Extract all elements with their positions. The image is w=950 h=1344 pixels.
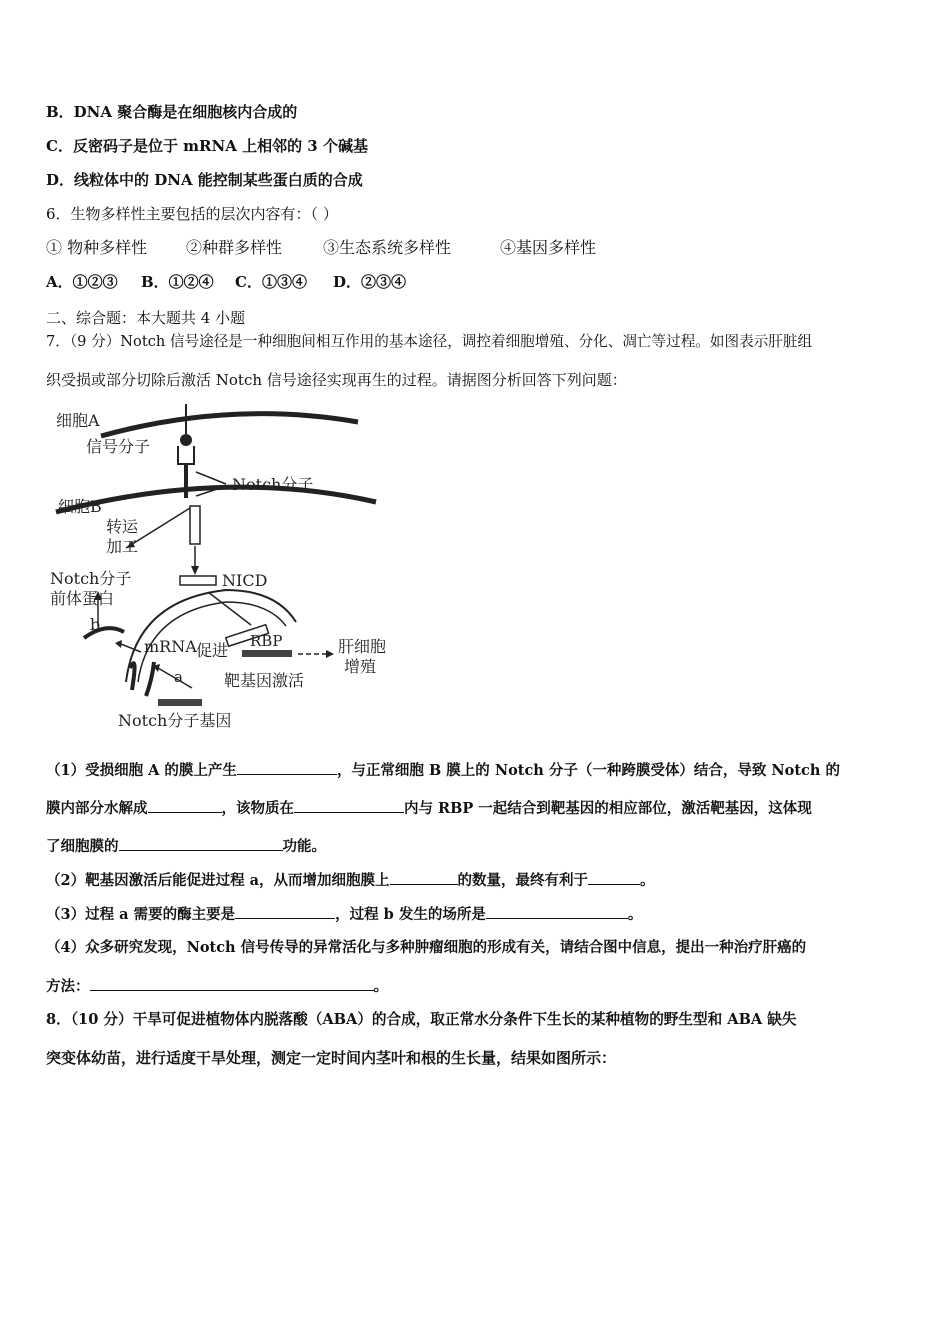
q7-text: 的数量，最终有利于 bbox=[457, 872, 589, 889]
q6-choices bbox=[46, 272, 406, 292]
answer-blank[interactable] bbox=[148, 798, 222, 813]
q6-choice: A．①②③ bbox=[46, 273, 118, 291]
label-precursor-1: Notch分子 bbox=[50, 569, 132, 588]
label-notch-gene: Notch分子基因 bbox=[118, 711, 232, 730]
section-heading: 二、综合题：本大题共 4 小题 bbox=[46, 309, 246, 327]
answer-blank[interactable] bbox=[237, 760, 337, 775]
option-d: D．线粒体中的 DNA 能控制某些蛋白质的合成 bbox=[46, 171, 363, 189]
label-nicd: NICD bbox=[222, 571, 268, 590]
q7-text: 。 bbox=[640, 872, 655, 889]
answer-blank[interactable] bbox=[486, 904, 628, 919]
q7-text: 。 bbox=[627, 906, 643, 923]
label-liver-2: 增殖 bbox=[344, 657, 377, 676]
notch-pathway-diagram bbox=[46, 400, 406, 740]
q7-text: ，该物质在 bbox=[221, 800, 294, 817]
q7-part4-line1: （4）众多研究发现，Notch 信号传导的异常活化与多种肿瘤细胞的形成有关，请结合图中信息，提出一种治疗肝癌的 bbox=[46, 939, 807, 956]
label-precursor-2: 前体蛋白 bbox=[50, 589, 115, 608]
q7-text: （1）受损细胞 A 的膜上产生 bbox=[46, 762, 237, 779]
option-b: B．DNA 聚合酶是在细胞核内合成的 bbox=[46, 103, 298, 121]
answer-blank[interactable] bbox=[235, 904, 335, 919]
option-c: C．反密码子是位于 mRNA 上相邻的 3 个碱基 bbox=[46, 137, 368, 155]
q7-part3 bbox=[46, 904, 642, 925]
q7-part1-line3 bbox=[46, 836, 326, 857]
label-target-activation: 靶基因激活 bbox=[224, 671, 305, 690]
cell-b-membrane bbox=[56, 487, 376, 512]
q6-item: ① 物种多样性 bbox=[46, 238, 148, 257]
q8-line1: 8．（10 分）干旱可促进植物体内脱落酸（ABA）的合成，取正常水分条件下生长的某种植物的野生型和 ABA 缺失 bbox=[46, 1011, 797, 1028]
q7-text: （3）过程 a 需要的酶主要是 bbox=[46, 906, 236, 923]
label-rbp: RBP bbox=[250, 632, 283, 650]
q7-part2 bbox=[46, 870, 655, 891]
q7-text: （2）靶基因激活后能促进过程 a，从而增加细胞膜上 bbox=[46, 872, 390, 889]
q6-item: ④基因多样性 bbox=[500, 238, 597, 257]
q6-item: ③生态系统多样性 bbox=[323, 238, 452, 257]
notch-gene-shape bbox=[158, 699, 202, 706]
label-promote: 促进 bbox=[196, 641, 229, 660]
q7-part1-line1 bbox=[46, 760, 840, 781]
q7-text: 功能。 bbox=[282, 838, 326, 855]
nicd-shape bbox=[180, 576, 216, 585]
label-cell-b: 细胞B bbox=[58, 497, 102, 516]
q6-choice: C．①③④ bbox=[235, 273, 307, 291]
q6-item: ②种群多样性 bbox=[186, 238, 283, 257]
label-mrna: mRNA bbox=[144, 637, 197, 656]
q6-choice: B．①②④ bbox=[141, 273, 214, 291]
answer-blank[interactable] bbox=[119, 836, 283, 851]
label-b: b bbox=[90, 615, 101, 634]
q7-text: 膜内部分水解成 bbox=[46, 800, 148, 817]
label-transport: 转运 bbox=[106, 517, 139, 536]
cell-a-membrane bbox=[101, 414, 358, 436]
notch-bar-shape bbox=[190, 506, 200, 544]
answer-blank[interactable] bbox=[588, 870, 640, 885]
answer-blank[interactable] bbox=[90, 976, 374, 991]
label-signal-molecule: 信号分子 bbox=[86, 437, 151, 456]
answer-blank[interactable] bbox=[390, 870, 458, 885]
signal-molecule-shape bbox=[180, 434, 192, 446]
q6-items bbox=[46, 238, 596, 258]
q7-stem-line2: 织受损或部分切除后激活 Notch 信号途径实现再生的过程。请据图分析回答下列问题： bbox=[46, 371, 627, 389]
q7-text: 内与 RBP 一起结合到靶基因的相应部位，激活靶基因，这体现 bbox=[404, 800, 812, 817]
q7-stem-line1: 7．（9 分）Notch 信号途径是一种细胞间相互作用的基本途径，调控着细胞增殖、分化、凋亡等过程。如图表示肝脏组 bbox=[46, 333, 813, 350]
q7-text: 方法： bbox=[46, 978, 90, 995]
q7-text: 了细胞膜的 bbox=[46, 838, 119, 855]
label-processing: 加工 bbox=[106, 537, 139, 556]
target-gene-shape bbox=[242, 650, 292, 657]
q7-text: ，与正常细胞 B 膜上的 Notch 分子（一种跨膜受体）结合，导致 Notch 的 bbox=[336, 762, 840, 779]
q8-line2: 突变体幼苗，进行适度干旱处理，测定一定时间内茎叶和根的生长量，结果如图所示： bbox=[46, 1049, 617, 1067]
label-a: a bbox=[174, 668, 183, 686]
receptor-shape bbox=[178, 446, 194, 464]
q7-text: 。 bbox=[373, 978, 388, 995]
q7-part4-line2 bbox=[46, 976, 388, 997]
label-cell-a: 细胞A bbox=[56, 411, 100, 430]
label-notch-molecule: Notch分子 bbox=[232, 475, 314, 494]
q6-stem: 6．生物多样性主要包括的层次内容有：（ ） bbox=[46, 205, 338, 223]
label-liver-1: 肝细胞 bbox=[338, 637, 387, 656]
answer-blank[interactable] bbox=[294, 798, 404, 813]
q6-choice: D．②③④ bbox=[333, 273, 407, 291]
q7-part1-line2 bbox=[46, 798, 812, 819]
q7-text: ，过程 b 发生的场所是 bbox=[335, 906, 486, 923]
